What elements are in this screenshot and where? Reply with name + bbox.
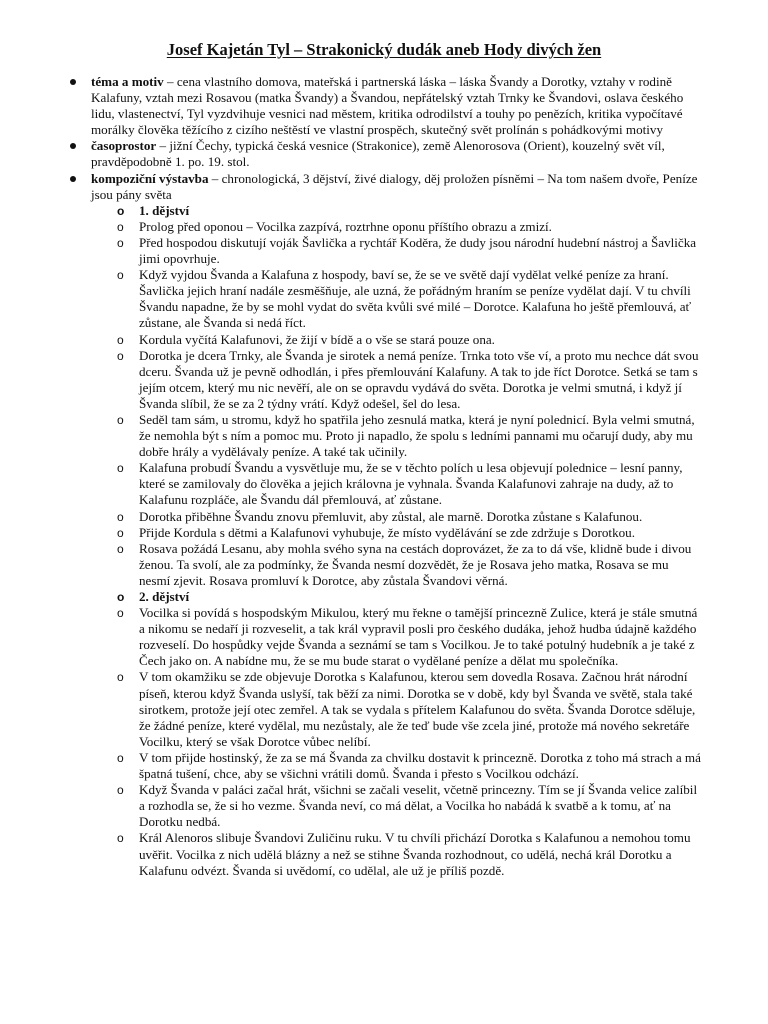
sub-bullet-icon: o: [117, 670, 124, 685]
plot-item: [117, 347, 701, 412]
act-heading: [117, 202, 701, 219]
plot-item-text: Prolog před oponou – Vocilka zazpívá, roztrhne oponu příštího obrazu a zmizí.: [139, 218, 552, 234]
topic-text: – chronologická, 3 dějství, živé dialogy, děj proložen písněmi – Na tom našem dvoře, Peníze jsou pány světa: [91, 170, 698, 202]
plot-item-text: Dorotka přiběhne Švandu znovu přemluvit, aby zůstal, ale marně. Dorotka zůstane s Kalafunou.: [139, 508, 643, 524]
plot-item-text: Když vyjdou Švanda a Kalafuna z hospody, baví se, že se ve světě dají vydělat velké peníze za hraní. Šavlička jejich hraní nadále zesměšňuje, ale uzná, že pořádným hraním se peníze vydělat dají. V tu chvíli Švandu napadne, že by se mohl vydat do světa kvůli své milé – Dorotce. Kalafuna ho ještě přemlouvá, ať zůstane, ale Švanda si nedá říct.: [139, 267, 692, 331]
sub-bullet-icon: o: [117, 783, 124, 798]
plot-item: [117, 331, 701, 348]
act-heading: [117, 589, 701, 605]
sub-bullet-icon: o: [117, 525, 124, 540]
topic-term: téma a motiv: [91, 74, 164, 89]
act-list: [91, 203, 701, 879]
topic-text: – jižní Čechy, typická česká vesnice (Strakonice), země Alenorosova (Orient), kouzelný svět víl, pravděpodobně 1. po. 19. stol.: [91, 138, 665, 170]
topic-item: [91, 74, 701, 138]
plot-item: [117, 234, 701, 267]
plot-item-text: Rosava požádá Lesanu, aby mohla svého syna na cestách doprovázet, že za to dá vše, klidně bude i divou ženou. Ta svolí, ale za podmínky, že Švanda nesmí dozvědět, že je Rosava jeho matka, Rosava se mu nesmí zjevit. Rosava promluví k Dorotce, aby zůstala Švandovi věrná.: [139, 540, 692, 588]
plot-item: [117, 508, 701, 525]
sub-bullet-icon: o: [117, 219, 124, 234]
plot-item-text: Seděl tam sám, u stromu, když ho spatřila jeho zesnulá matka, která je nyní polednicí. Byla velmi smutná, že nemohla být s ním a pomoc mu. Proto ji napadlo, že spolu s ledními pannami mu očarují dudy, aby mu dobře hrály a vydělávaly peníze. A také tak učinily.: [139, 411, 695, 460]
bullet-dot-icon: [70, 143, 76, 149]
topic-term: časoprostor: [91, 138, 157, 154]
plot-item-text: Kalafuna probudí Švandu a vysvětluje mu, že se v těchto polích u lesa objevují polednice – lesní panny, které se zamilovaly do člověka a jejich královna je vyhnala. Švanda Kalafunovi zahraje na dudy, až to Kalafunu rozpláče, ale Švandu dál přemlouvá, ať zůstane.: [139, 460, 683, 508]
plot-item-text: Dorotka je dcera Trnky, ale Švanda je sirotek a nemá peníze. Trnka toto vše ví, a proto mu nechce dát svou dceru. Švanda už je pevně odhodlán, i přes přemlouvání Kalafuny. A tak to jde říct Dorotce. Setká se tam s jejím otcem, který mu nic nevěří, ale on se opravdu vydává do světa. Dorotka je velmi smutná, i když jí Švanda slíbil, že se za 2 týdny vrátí. Když odešel, šel do lesa.: [139, 347, 699, 411]
sub-bullet-icon: o: [117, 332, 124, 347]
sub-bullet-icon: o: [117, 235, 124, 250]
plot-item: [117, 411, 701, 460]
document-title-text: Josef Kajetán Tyl – Strakonický dudák aneb Hody divých žen: [166, 40, 602, 59]
plot-item-text: Král Alenoros slibuje Švandovi Zuličinu ruku. V tu chvíli přichází Dorotka s Kalafunou a nemohou tomu uvěřit. Vocilka z nich udělá blázny a než se stihne Švanda rozhodnout, co udělá, nechá král Dorotku a Kalafunu odvézt. Švanda si uvědomí, co udělal, ale už je příliš pozdě.: [139, 830, 691, 878]
sub-bullet-icon: o: [117, 606, 124, 621]
sub-bullet-icon: o: [117, 348, 124, 363]
topic-term: kompoziční výstavba: [91, 170, 209, 186]
plot-item-text: V tom přijde hostinský, že za se má Švanda za chvilku dostavit k princezně. Dorotka z toho má strach a má špatná tušení, chce, aby se všichni vrátili domů. Švanda i přesto s Vocilkou odchází.: [139, 749, 701, 782]
topic-list: [91, 74, 701, 879]
plot-item: [117, 749, 701, 782]
sub-bullet-icon: o: [117, 203, 125, 218]
plot-item: [117, 830, 701, 878]
plot-item: [117, 460, 701, 508]
plot-item-text: Kordula vyčítá Kalafunovi, že žijí v bídě a o vše se stará pouze ona.: [139, 331, 495, 347]
plot-item: [117, 782, 701, 830]
sub-bullet-icon: o: [117, 750, 124, 765]
sub-bullet-icon: o: [117, 412, 124, 427]
plot-item: [117, 540, 701, 589]
plot-item: [117, 524, 701, 541]
plot-item-text: Před hospodou diskutují voják Šavlička a rychtář Koděra, že dudy jsou národní hudební nástroj a Šavlička jimi opovrhuje.: [139, 234, 697, 267]
plot-item-text: Přijde Kordula s dětmi a Kalafunovi vyhubuje, že místo vydělávání se zde zdržuje s Dorotkou.: [139, 524, 635, 540]
sub-bullet-icon: o: [117, 461, 124, 476]
sub-bullet-icon: o: [117, 831, 124, 846]
topic-item: [91, 138, 701, 170]
bullet-dot-icon: [70, 79, 76, 85]
act-heading-text: 1. dějství: [139, 202, 190, 218]
topic-item: [91, 171, 701, 879]
sub-bullet-icon: o: [117, 268, 124, 283]
plot-item-text: V tom okamžiku se zde objevuje Dorotka s Kalafunou, kterou sem dovedla Rosava. Začnou hrát národní píseň, kterou když Švanda uslyší, tak běží za nimi. Dorotka se v době, kdy byl Švanda ve světě, stala také sirotkem, protože její otec zemřel. A tak se vydala s přítelem Kalafunou do světa. Švanda Dorotce sděluje, že žádné peníze, které vydělal, mu nezůstaly, ale že teď bude vše zcela jiné, protože má nového sekretáře Vocilku, který se však Dorotce vůbec nelíbí.: [139, 669, 696, 749]
act-heading-text: 2. dějství: [139, 589, 190, 604]
plot-item: [117, 605, 701, 669]
bullet-dot-icon: [70, 176, 76, 182]
plot-item-text: Vocilka si povídá s hospodským Mikulou, který mu řekne o tamější princezně Zulice, která je stále smutná a nikomu se nedaří ji rozveselit, a tak král vypravil posli pro českého dudáka, jehož hudba údajně každého rozveselí. Do hospůdky vejde Švanda a seznámí se tam s Vocilkou. Je to také potulný hudebník a je také z Čech jako on. A nabídne mu, že se mu bude starat o vydělané peníze a dělat mu společníka.: [139, 605, 698, 669]
plot-item: [117, 669, 701, 749]
sub-bullet-icon: o: [117, 590, 125, 604]
plot-item: [117, 267, 701, 331]
document-title: [0, 40, 768, 60]
sub-bullet-icon: o: [117, 509, 124, 524]
topic-text: – cena vlastního domova, mateřská i partnerská láska – láska Švandy a Dorotky, vztahy v rodině Kalafuny, vztah mezi Rosavou (matka Švandy) a Švandou, nepřátelský vztah Trnky ke Švandovi, oslava českého lidu, vlastenectví, Tyl vyzdvihuje vesnici nad městem, kritika odrodilství a touhy po penězích, kritika vypočítavé morálky člověka těžícího z cizího neštěstí ve vlastní prospěch, skutečný svět prolínán s pohádkovými motivy: [91, 74, 684, 138]
plot-item: [117, 218, 701, 235]
plot-item-text: Když Švanda v paláci začal hrát, všichni se začali veselit, včetně princezny. Tím se jí Švanda velice zalíbil a rozhodla se, že si ho vezme. Švanda neví, co má dělat, a Vocilka ho nabádá k svatbě a k tomu, ať na Dorotku nedbá.: [139, 782, 698, 830]
sub-bullet-icon: o: [117, 541, 124, 556]
